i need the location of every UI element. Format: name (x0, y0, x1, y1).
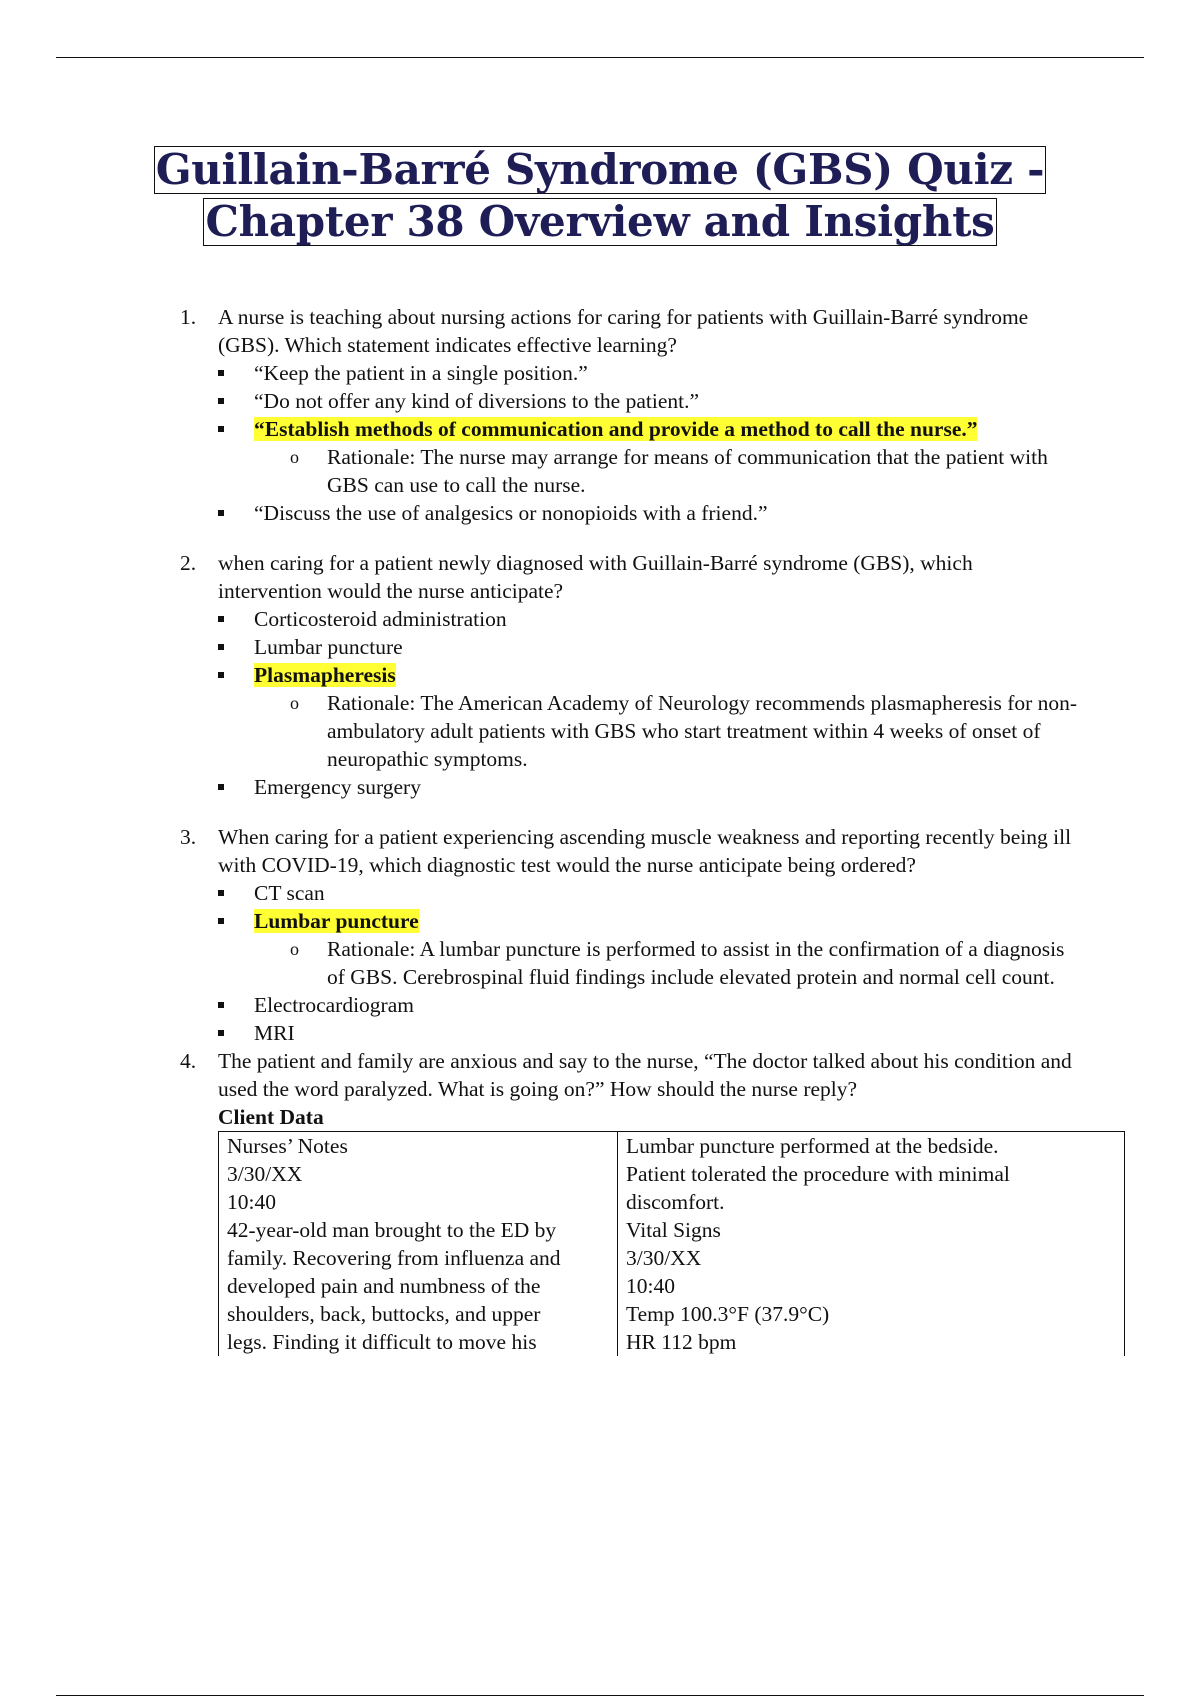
rationale-item (218, 689, 1080, 773)
question-number: 4. (180, 1049, 197, 1073)
option-correct (218, 907, 1080, 935)
option: Emergency surgery (218, 773, 1080, 801)
question-stem: The patient and family are anxious and say to the nurse, “The doctor talked about his condition and used the word paralyzed. What is going on?” How should the nurse reply? (218, 1049, 1072, 1101)
table-line: Temp 100.3°F (37.9°C) (626, 1302, 830, 1326)
option-list (218, 879, 1080, 1047)
option-list (218, 359, 1080, 527)
answer-highlight: “Establish methods of communication and provide a method to call the nurse.” (254, 417, 978, 441)
table-line: developed pain and numbness of the (227, 1274, 541, 1298)
table-line: Nurses’ Notes (227, 1134, 348, 1158)
rationale-text: Rationale: The nurse may arrange for means of communication that the patient with GBS can use to call the nurse. (327, 445, 1048, 497)
option: Lumbar puncture (218, 633, 1080, 661)
question-number: 2. (180, 551, 197, 575)
circle-bullet-icon: o (290, 939, 299, 959)
option: “Do not offer any kind of diversions to the patient.” (218, 387, 1080, 415)
table-line: Patient tolerated the procedure with minimal (626, 1162, 1010, 1186)
client-data-label: Client Data (218, 1105, 324, 1129)
rationale-text: Rationale: A lumbar puncture is performed to assist in the confirmation of a diagnosis of GBS. Cerebrospinal fluid findings include elevated protein and normal cell count. (327, 937, 1065, 989)
question-3 (180, 823, 1080, 1047)
question-stem: A nurse is teaching about nursing actions for caring for patients with Guillain-Barré syndrome (GBS). Which statement indicates effective learning? (218, 305, 1029, 357)
rationale-item (218, 935, 1080, 991)
question-2 (180, 549, 1080, 801)
question-number: 3. (180, 825, 197, 849)
option-list (218, 605, 1080, 801)
bottom-rule (56, 1695, 1144, 1696)
title-line-2: Chapter 38 Overview and Insights (205, 197, 995, 246)
option-correct (218, 415, 1080, 443)
question-stem: when caring for a patient newly diagnosed with Guillain-Barré syndrome (GBS), which intervention would the nurse anticipate? (218, 551, 973, 603)
option: MRI (218, 1019, 1080, 1047)
client-data-table (218, 1131, 1125, 1356)
table-line: 3/30/XX (626, 1246, 702, 1270)
table-line: Vital Signs (626, 1218, 721, 1242)
document-title (0, 146, 1200, 246)
top-rule (56, 57, 1144, 58)
answer-highlight: Lumbar puncture (254, 909, 419, 933)
option: “Keep the patient in a single position.” (218, 359, 1080, 387)
question-4 (180, 1047, 1080, 1356)
answer-highlight: Plasmapheresis (254, 663, 396, 687)
question-number: 1. (180, 305, 197, 329)
table-line: Lumbar puncture performed at the bedside. (626, 1134, 999, 1158)
title-line-1: Guillain-Barré Syndrome (GBS) Quiz - (155, 145, 1045, 194)
table-line: discomfort. (626, 1190, 725, 1214)
option: “Discuss the use of analgesics or nonopioids with a friend.” (218, 499, 1080, 527)
option-correct (218, 661, 1080, 689)
option: CT scan (218, 879, 1080, 907)
table-line: 10:40 (227, 1190, 276, 1214)
table-line: HR 112 bpm (626, 1330, 737, 1354)
table-line: legs. Finding it difficult to move his (227, 1330, 537, 1354)
question-stem: When caring for a patient experiencing ascending muscle weakness and reporting recently being ill with COVID-19, which diagnostic test would the nurse anticipate being ordered? (218, 825, 1072, 877)
table-line: shoulders, back, buttocks, and upper (227, 1302, 541, 1326)
procedure-vitals-cell (618, 1132, 1125, 1357)
rationale-text: Rationale: The American Academy of Neurology recommends plasmapheresis for non-ambulatory adult patients with GBS who start treatment within 4 weeks of onset of neuropathic symptoms. (327, 691, 1078, 771)
table-line: family. Recovering from influenza and (227, 1246, 561, 1270)
option: Electrocardiogram (218, 991, 1080, 1019)
table-line: 3/30/XX (227, 1162, 303, 1186)
nurses-notes-cell (219, 1132, 618, 1357)
quiz-content (180, 303, 1080, 1356)
table-line: 10:40 (626, 1274, 675, 1298)
question-1 (180, 303, 1080, 527)
circle-bullet-icon: o (290, 693, 299, 713)
option: Corticosteroid administration (218, 605, 1080, 633)
circle-bullet-icon: o (290, 447, 299, 467)
table-line: 42-year-old man brought to the ED by (227, 1218, 557, 1242)
rationale-item (218, 443, 1080, 499)
